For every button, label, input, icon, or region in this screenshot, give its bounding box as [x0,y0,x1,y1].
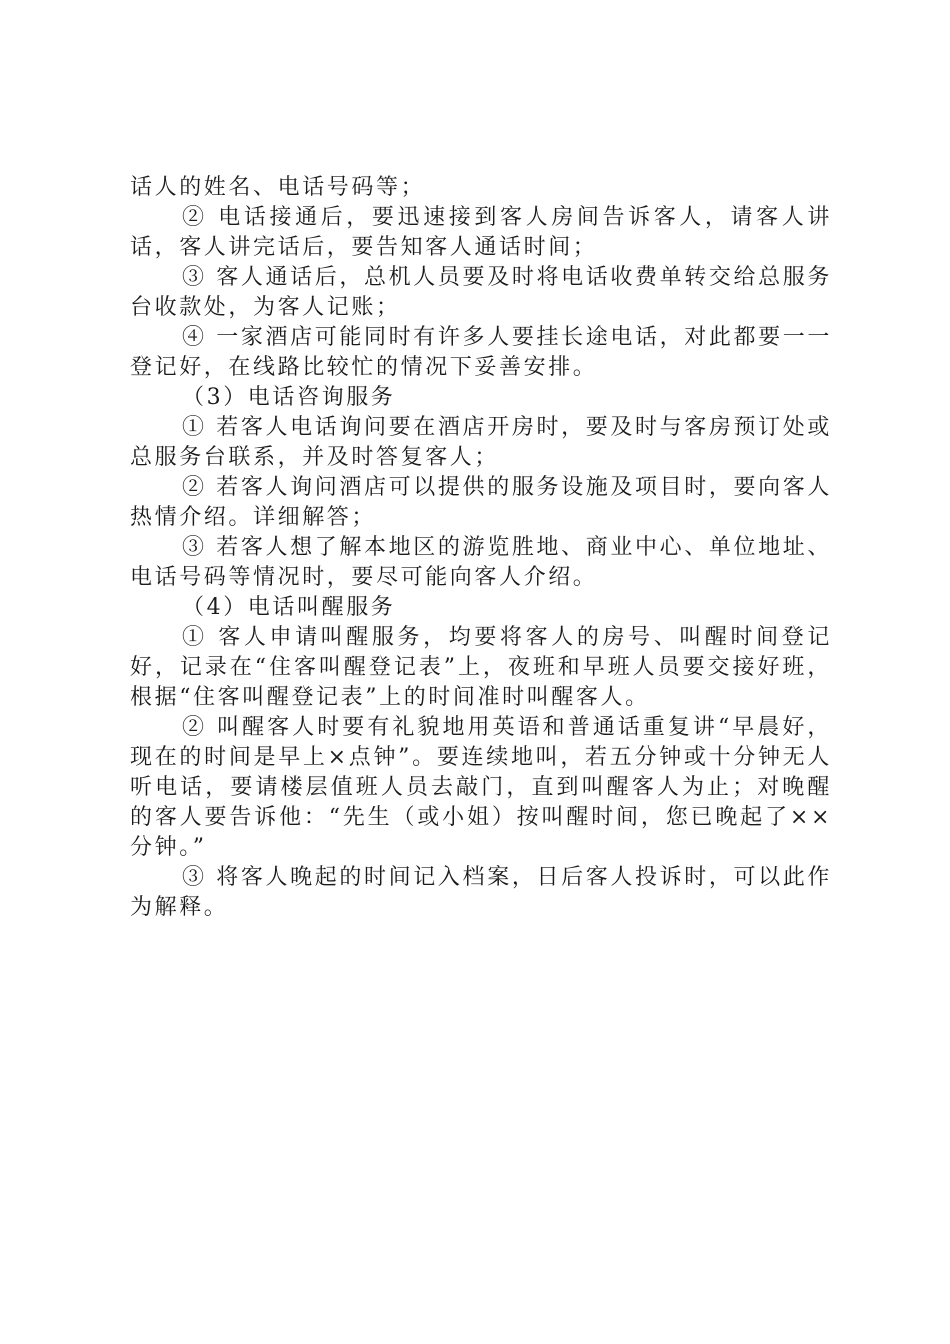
list-item: ③ 将客人晚起的时间记入档案，日后客人投诉时，可以此作为解释。 [130,865,832,920]
list-item: ③ 若客人想了解本地区的游览胜地、商业中心、单位地址、电话号码等情况时，要尽可能向客人介绍。 [130,535,832,590]
list-item: ③ 客人通话后，总机人员要及时将电话收费单转交给总服务台收款处，为客人记账； [130,265,832,320]
paragraph-continuation: 话人的姓名、电话号码等； [130,175,426,200]
list-item: ④ 一家酒店可能同时有许多人要挂长途电话，对此都要一一登记好，在线路比较忙的情况下妥善安排。 [130,325,832,380]
list-item: ② 若客人询问酒店可以提供的服务设施及项目时，要向客人热情介绍。详细解答； [130,475,832,530]
list-item: ① 若客人电话询问要在酒店开房时，要及时与客房预订处或总服务台联系，并及时答复客人； [130,415,832,470]
list-item: ① 客人申请叫醒服务，均要将客人的房号、叫醒时间登记好，记录在“住客叫醒登记表”上，夜班和早班人员要交接好班，根据“住客叫醒登记表”上的时间准时叫醒客人。 [130,625,832,710]
list-item: ② 叫醒客人时要有礼貌地用英语和普通话重复讲“早晨好，现在的时间是早上×点钟”。要连续地叫，若五分钟或十分钟无人听电话，要请楼层值班人员去敲门，直到叫醒客人为止；对晚醒的客人要告诉他：“先生（或小姐）按叫醒时间，您已晚起了××分钟。” [130,715,832,860]
section-heading: （4）电话叫醒服务 [182,595,396,620]
document-body [130,173,832,923]
section-heading: （3）电话咨询服务 [182,385,396,410]
list-item: ② 电话接通后，要迅速接到客人房间告诉客人，请客人讲话，客人讲完话后，要告知客人通话时间； [130,205,832,260]
